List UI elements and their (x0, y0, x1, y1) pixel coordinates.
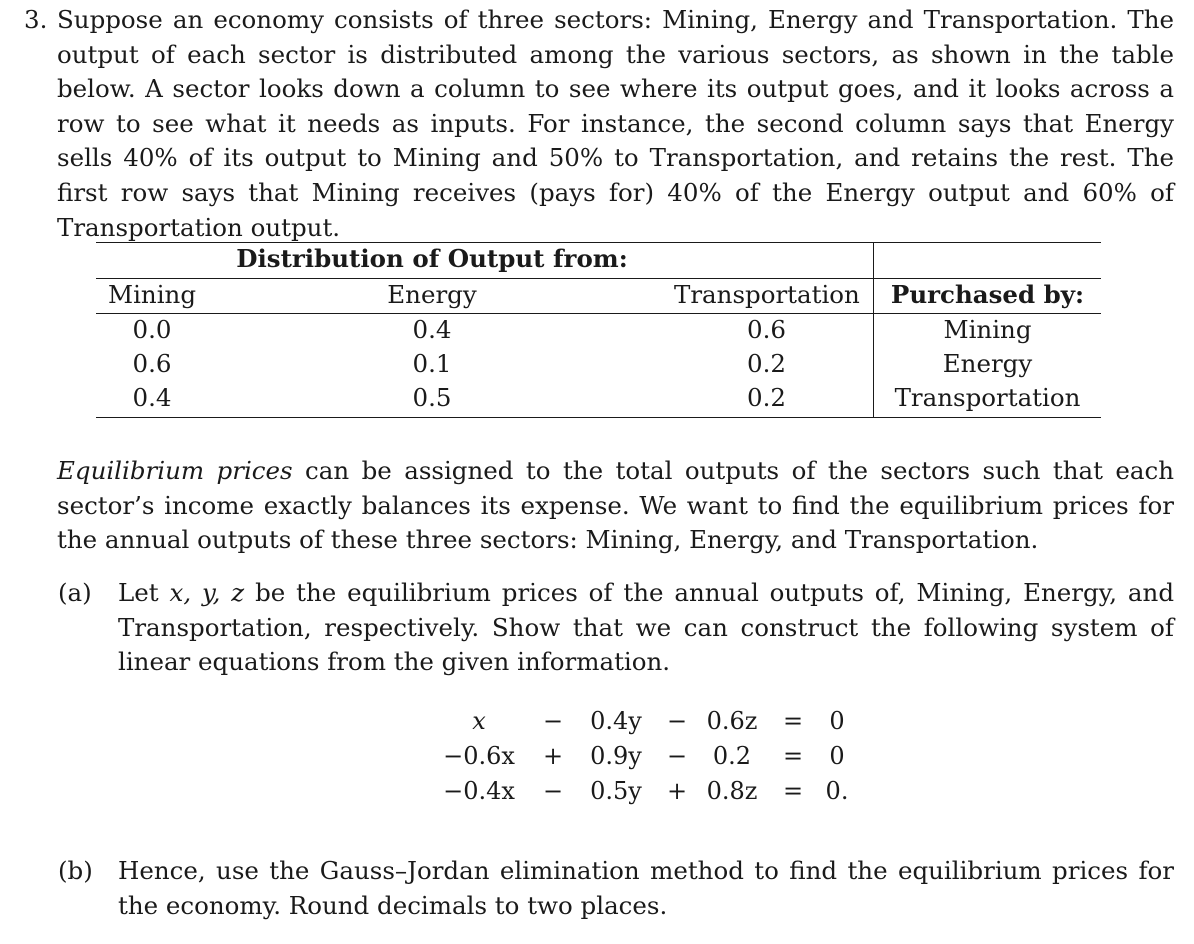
eq1-term2: 0.4y (590, 707, 642, 735)
part-a-variables: x, y, z (169, 578, 245, 607)
eq1-op2: − (666, 707, 688, 735)
eq1-equals: = (782, 707, 804, 735)
eq3-term3: 0.8z (706, 777, 758, 805)
column-header-mining: Mining (108, 280, 196, 309)
eq3-rhs: 0. (825, 777, 849, 805)
eq1-op1: − (542, 707, 564, 735)
distribution-table (96, 242, 1101, 418)
intro-paragraph: Suppose an economy consists of three sectors: Mining, Energy and Transportation. The output of each sector is distributed among the various sectors, as shown in the table below. A sector looks down a column to see where its output goes, and it looks across a row to see what it needs as inputs. For instance, the second column says that Energy sells 40% of its output to Mining and 50% to Transportation, and retains the rest. The first row says that Mining receives (pays for) 40% of the Energy output and 60% of Transportation output. (57, 5, 1174, 242)
cell-r1-c2: 0.4 (412, 315, 452, 344)
table-bottom-rule (96, 417, 1101, 418)
cell-r3-c2: 0.5 (412, 383, 452, 412)
eq1-term3: 0.6z (706, 707, 758, 735)
equilibrium-term: Equilibrium prices (57, 456, 293, 485)
part-b-label: (b) (58, 856, 93, 885)
cell-r1-c1: 0.0 (132, 315, 172, 344)
cell-r3-c3: 0.2 (747, 383, 786, 412)
group-header: Distribution of Output from: (236, 244, 628, 273)
eq2-rhs: 0 (829, 742, 845, 770)
cell-r2-c2: 0.1 (412, 349, 452, 378)
eq3-term2: 0.5y (590, 777, 642, 805)
purchased-header: Purchased by: (890, 280, 1085, 309)
purchaser-r1: Mining (943, 315, 1032, 344)
equilibrium-text: can be assigned to the total outputs of the sectors such that each sector’s income exactly balances its expense. We want to find the equilibrium prices for the annual outputs of these three sectors: Mining, Energy, and Transportation. (57, 456, 1174, 555)
eq3-op2: + (666, 777, 688, 805)
eq2-term1: −0.6x (443, 742, 515, 770)
eq2-term3: 0.2 (712, 742, 752, 770)
eq2-op1: + (542, 742, 564, 770)
problem-number: 3. (24, 5, 48, 34)
cell-r2-c3: 0.2 (747, 349, 786, 378)
cell-r3-c1: 0.4 (132, 383, 172, 412)
equilibrium-paragraph (57, 454, 1174, 558)
eq3-equals: = (782, 777, 804, 805)
cell-r1-c3: 0.6 (747, 315, 786, 344)
cell-r2-c1: 0.6 (132, 349, 172, 378)
eq2-term2: 0.9y (590, 742, 642, 770)
part-a-text: Let x, y, z be the equilibrium prices of the annual outputs of, Mining, Energy, and Transportation, respectively. Show that we can construct the following system of linear equations from the given information. (118, 578, 1174, 677)
eq1-rhs: 0 (829, 707, 845, 735)
part-a-label: (a) (58, 578, 92, 607)
eq1-term1: x (472, 707, 486, 735)
eq2-equals: = (782, 742, 804, 770)
purchaser-r2: Energy (942, 349, 1033, 378)
part-b-text: Hence, use the Gauss–Jordan elimination method to find the equilibrium prices for the economy. Round decimals to two places. (118, 856, 1174, 920)
column-header-transportation: Transportation (674, 280, 860, 309)
purchaser-r3: Transportation (894, 383, 1081, 412)
eq2-op2: − (666, 742, 688, 770)
eq3-term1: −0.4x (443, 777, 515, 805)
column-header-energy: Energy (387, 280, 477, 309)
eq3-op1: − (542, 777, 564, 805)
